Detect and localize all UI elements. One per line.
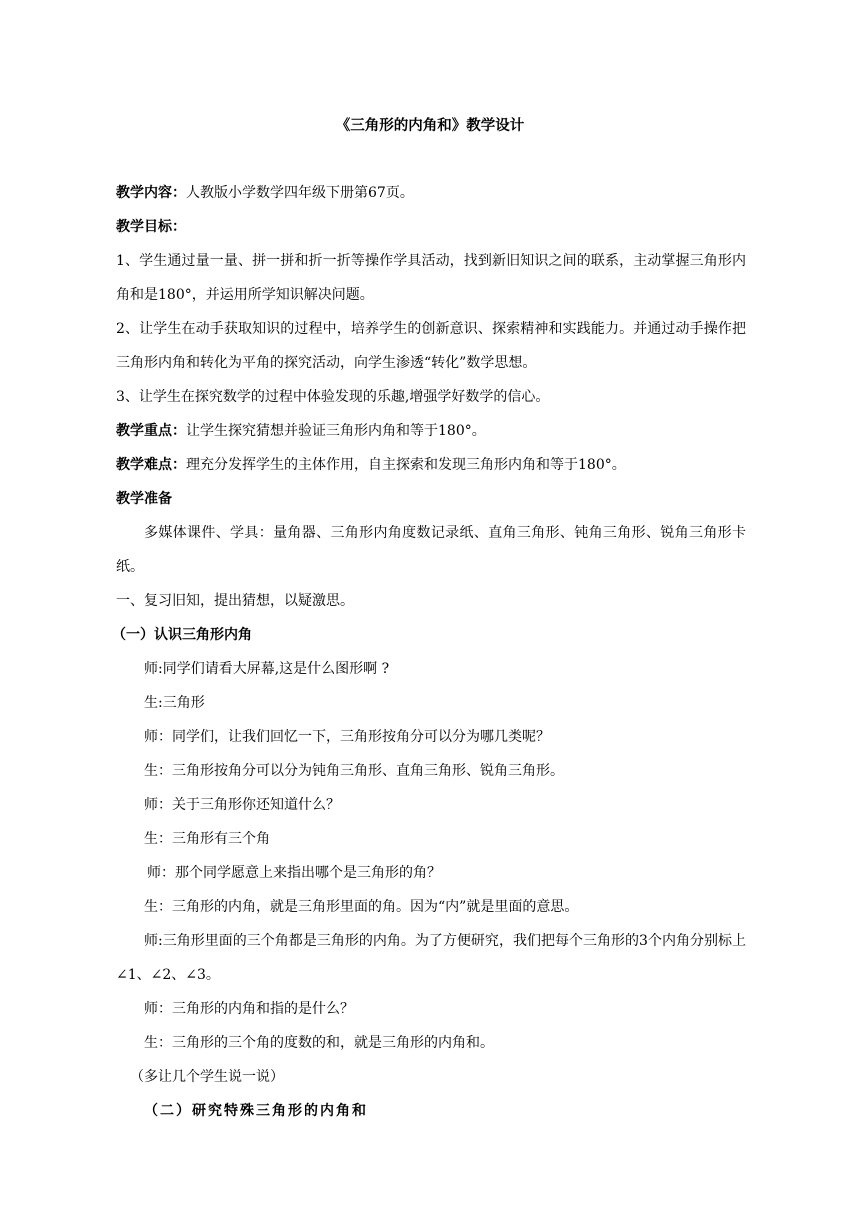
key-point-text: 让学生探究猜想并验证三角形内角和等于180°。 xyxy=(186,423,486,439)
preparation-text: 多媒体课件、学具：量角器、三角形内角度数记录纸、直角三角形、钝角三角形、锐角三角形卡纸。 xyxy=(116,525,746,575)
dialogue-line: 师:三角形里面的三个角都是三角形的内角。为了方便研究，我们把每个三角形的3个内角分别标上∠1、∠2、∠3。 xyxy=(116,933,746,983)
teaching-content xyxy=(116,176,746,210)
dialogue-line: 生:三角形 xyxy=(144,695,205,711)
key-point-label: 教学重点： xyxy=(116,423,186,439)
teaching-goals-label: 教学目标： xyxy=(116,219,186,235)
document-body xyxy=(112,176,746,1128)
goal-item: 3、让学生在探究数学的过程中体验发现的乐趣,增强学好数学的信心。 xyxy=(116,389,550,405)
dialogue-line: 师：同学们，让我们回忆一下，三角形按角分可以分为哪几类呢？ xyxy=(144,729,550,745)
dialogue-line: 生：三角形有三个角 xyxy=(144,831,270,847)
goal-item: 2、让学生在动手获取知识的过程中，培养学生的创新意识、探索精神和实践能力。并通过动手操作把三角形内角和转化为平角的探究活动，向学生渗透“转化”数学思想。 xyxy=(116,321,746,371)
dialogue-line: 生：三角形的三个角的度数的和，就是三角形的内角和。 xyxy=(144,1035,494,1051)
subsection-heading-1: （一）认识三角形内角 xyxy=(112,627,252,643)
dialogue-line: 生：三角形按角分可以分为钝角三角形、直角三角形、锐角三角形。 xyxy=(144,763,564,779)
dialogue-line: 师：关于三角形你还知道什么？ xyxy=(144,797,340,813)
dialogue-line: 师：那个同学愿意上来指出哪个是三角形的角？ xyxy=(147,865,441,881)
dialogue-line: 生：三角形的内角，就是三角形里面的角。因为“内”就是里面的意思。 xyxy=(144,899,579,915)
teaching-content-text: 人教版小学数学四年级下册第67页。 xyxy=(186,185,414,201)
goal-item: 1、学生通过量一量、拼一拼和折一折等操作学具活动，找到新旧知识之间的联系，主动掌握三角形内角和是180°，并运用所学知识解决问题。 xyxy=(116,253,746,303)
teacher-note: （多让几个学生说一说） xyxy=(130,1069,284,1085)
teaching-content-label: 教学内容： xyxy=(116,185,186,201)
dialogue-line: 师：三角形的内角和指的是什么？ xyxy=(144,1001,354,1017)
preparation-label: 教学准备 xyxy=(116,491,172,507)
section-heading-1: 一、复习旧知，提出猜想，以疑激思。 xyxy=(116,593,354,609)
key-point xyxy=(116,414,746,448)
subsection-heading-2: （二）研究特殊三角形的内角和 xyxy=(144,1103,368,1119)
difficulty-label: 教学难点： xyxy=(116,457,186,473)
dialogue-line: 师:同学们请看大屏幕,这是什么图形啊 ? xyxy=(144,661,390,677)
document-title: 《三角形的内角和》教学设计 xyxy=(335,117,525,134)
difficulty-text: 理充分发挥学生的主体作用，自主探索和发现三角形内角和等于180°。 xyxy=(186,457,626,473)
difficulty xyxy=(116,448,746,482)
